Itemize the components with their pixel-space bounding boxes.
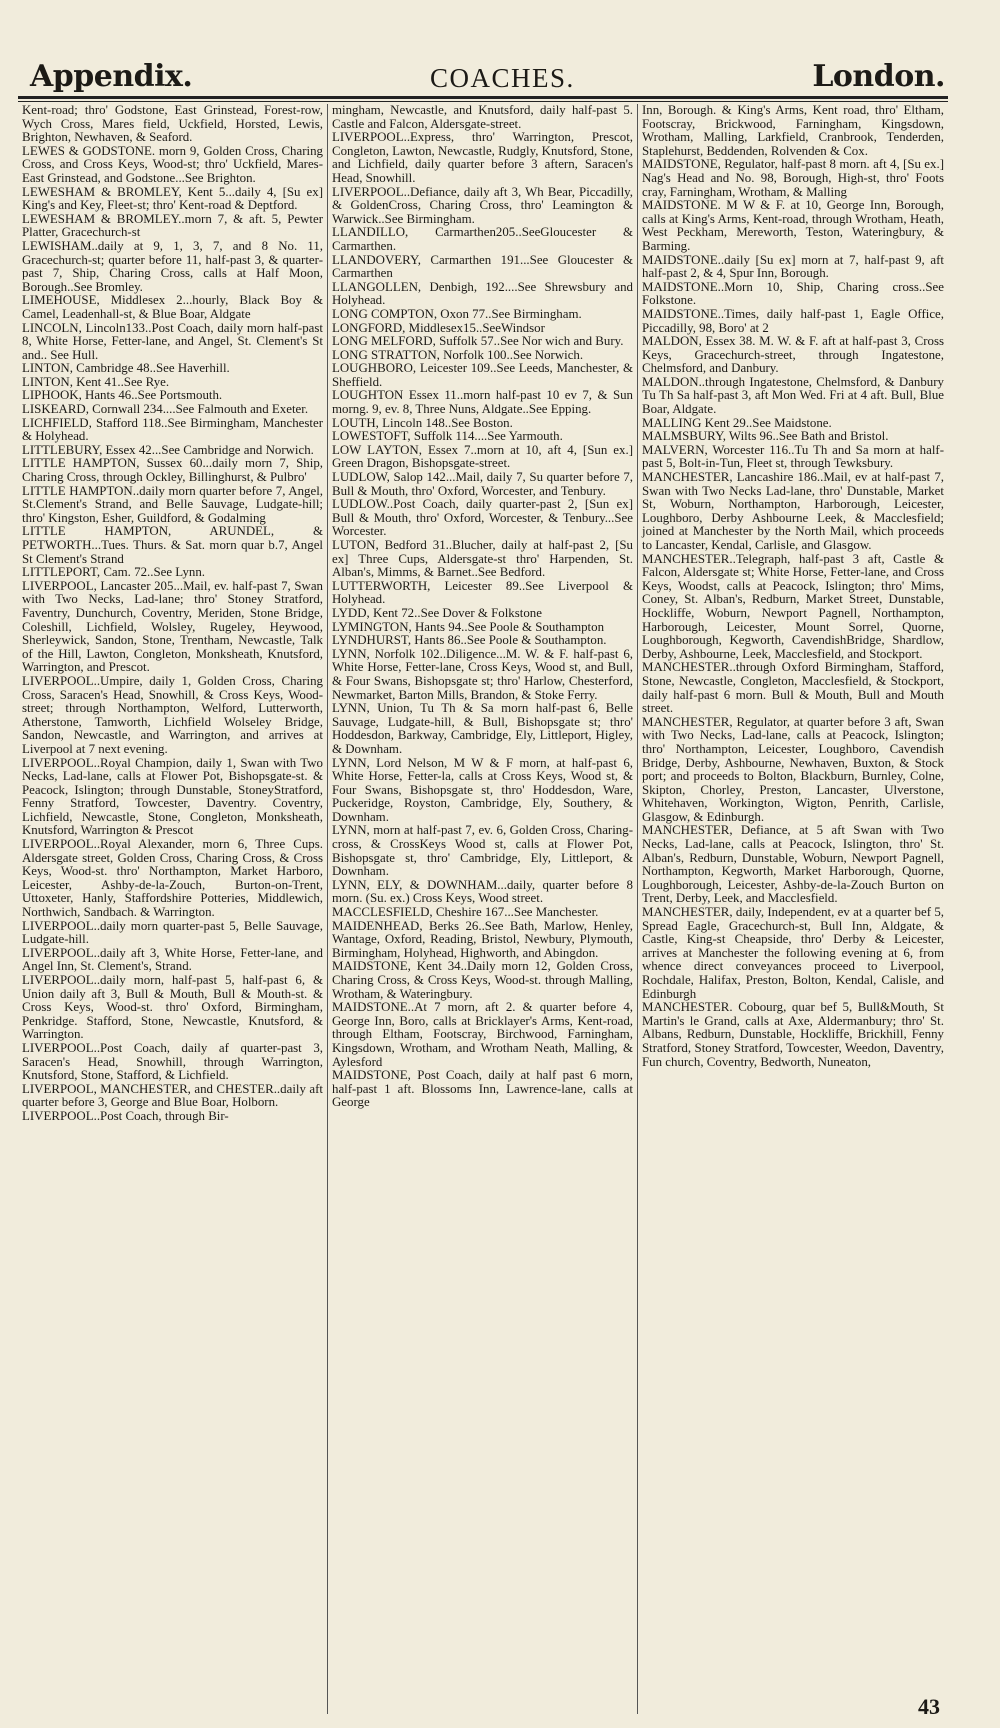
directory-entry: LONGFORD, Middlesex15..SeeWindsor bbox=[332, 320, 545, 335]
directory-entry: LLANGOLLEN, Denbigh, 192....See Shrewsbury and Holyhead. bbox=[332, 279, 633, 308]
directory-entry: LITTLE HAMPTON..daily morn quarter before 7, Angel, St.Clement's Strand, and Belle Sauvage, Ludgate-hill; thro' Kingston, Esher, Guildford, & Godalming bbox=[22, 483, 323, 525]
directory-entry: MAIDSTONE..daily [Su ex] morn at 7, half-past 9, aft half-past 2, & 4, Spur Inn, Borough. bbox=[642, 252, 944, 281]
directory-entry: MALDON..through Ingatestone, Chelmsford, & Danbury Tu Th Sa half-past 3, aft Mon Wed. Fri at 4 aft. Bull, Blue Boar, Aldgate. bbox=[642, 374, 944, 417]
directory-entry: MAIDENHEAD, Berks 26..See Bath, Marlow, Henley, Wantage, Oxford, Reading, Bristol, Newbury, Plymouth, Birmingham, Holyhead, Highworth, and Abingdon. bbox=[332, 918, 633, 960]
directory-entry: LOUTH, Lincoln 148..See Boston. bbox=[332, 415, 513, 430]
directory-entry: LONG STRATTON, Norfolk 100..See Norwich. bbox=[332, 347, 584, 362]
directory-entry: Kent-road; thro' Godstone, East Grinstead, Forest-row, Wych Cross, Mares field, Uckfield, Horsted, Lewis, Brighton, Newhaven, & Seaford. bbox=[22, 104, 323, 145]
column-2 bbox=[328, 104, 638, 1714]
header-title: COACHES. bbox=[429, 63, 575, 93]
directory-entry: MAIDSTONE..Morn 10, Ship, Charing cross..See Folkstone. bbox=[642, 279, 944, 308]
directory-entry: LYNN, Norfolk 102..Diligence...M. W. & F. half-past 6, White Horse, Fetter-lane, Cross Keys, Wood st, and Bull, & Four Swans, Bishopsgate st; thro' Harlow, Chesterford, Newmarket, Barton Mills, Brandon, & Stoke Ferry. bbox=[332, 646, 633, 702]
directory-entry: LOUGHBORO, Leicester 109..See Leeds, Manchester, & Sheffield. bbox=[332, 361, 633, 389]
directory-entry: MALDON, Essex 38. M. W. & F. aft at half-past 3, Cross Keys, Gracechurch-street, through Ingatestone, Chelmsford, and Danbury. bbox=[642, 334, 944, 376]
directory-entry: LITTLE HAMPTON, ARUNDEL, & PETWORTH...Tues. Thurs. & Sat. morn quar b.7, Angel St Clement's Strand bbox=[22, 524, 323, 566]
directory-entry: MAIDSTONE, Post Coach, daily at half past 6 morn, half-past 1 aft. Blossoms Inn, Lawrence-lane, calls at George bbox=[332, 1068, 633, 1110]
directory-entry: LIVERPOOL..Post Coach, through Bir- bbox=[22, 1108, 229, 1123]
directory-entry: MAIDSTONE..Times, daily half-past 1, Eagle Office, Piccadilly, 98, Boro' at 2 bbox=[642, 306, 944, 335]
directory-entry: LIVERPOOL..Post Coach, daily af quarter-past 3, Saracen's Head, Snowhill, through Warrington, Knutsford, Stone, Stafford, & Lichfield. bbox=[22, 1040, 323, 1083]
directory-entry: MANCHESTER, daily, Independent, ev at a quarter bef 5, Spread Eagle, Gracechurch-st, Bull Inn, Aldgate, & Castle, King-st Cheapside, thro' Derby & Leicester, arrives at Manchester the following evening at 6, from whence direct conveyances proceed to Liverpool, Rochdale, Halifax, Preston, Bolton, Kendal, Calisle, and Edinburgh bbox=[642, 905, 944, 1001]
directory-entry: MAIDSTONE, Regulator, half-past 8 morn. aft 4, [Su ex.] Nag's Head and No. 98, Borough, High-st, thro' Foots cray, Farningham, Wrotham, & Malling bbox=[642, 157, 944, 199]
directory-entry: LISKEARD, Cornwall 234....See Falmouth and Exeter. bbox=[22, 402, 309, 417]
directory-entry: LIVERPOOL..daily morn quarter-past 5, Belle Sauvage, Ludgate-hill. bbox=[22, 918, 323, 947]
directory-entry: MANCHESTER, Lancashire 186..Mail, ev at half-past 7, Swan with Two Necks Lad-lane, thro' Dunstable, Market St, Woburn, Northampton, Harborough, Leicester, Loughboro, Derby Ashbourne Leek, & Macclesfield; joined at Manchester by the North Mail, which proceeds to Lancaster, Kendal, Carlisle, and Glasgow. bbox=[642, 470, 944, 552]
column-3 bbox=[638, 104, 948, 1714]
directory-entry: LITTLE HAMPTON, Sussex 60...daily morn 7, Ship, Charing Cross, through Ockley, Billinghurst, & Pulbro' bbox=[22, 456, 323, 485]
directory-entry: MANCHESTER..Telegraph, half-past 3 aft, Castle & Falcon, Aldersgate st; White Horse, Fetter-lane, and Cross Keys, Woodst, calls at Peacock, Islington; thro' Mims, Coney, St. Alban's, Redburn, Market Street, Dunstable, Hockliffe, Woburn, Newport Pagnell, Northampton, Harborough, Leicester, Mount Sorrel, Quorne, Loughborough, Kegworth, CavendishBridge, Shardlow, Derby, Ashbourne, Leek, Macclesfield, and Stockport. bbox=[642, 551, 944, 661]
directory-entry: MALLING Kent 29..See Maidstone. bbox=[642, 415, 832, 430]
directory-entry: MALVERN, Worcester 116..Tu Th and Sa morn at half-past 5, Bolt-in-Tun, Fleet st, through Tewksbury. bbox=[642, 442, 944, 471]
directory-entry: LIPHOOK, Hants 46..See Portsmouth. bbox=[22, 388, 223, 403]
directory-entry: LITTLEPORT, Cam. 72..See Lynn. bbox=[22, 565, 206, 580]
directory-entry: LLANDOVERY, Carmarthen 191...See Gloucester & Carmarthen bbox=[332, 252, 633, 281]
header-rule-thin bbox=[18, 101, 948, 102]
directory-entry: MALMSBURY, Wilts 96..See Bath and Bristol. bbox=[642, 429, 889, 444]
directory-entry: LONG MELFORD, Suffolk 57..See Nor wich and Bury. bbox=[332, 334, 624, 349]
directory-entry: MANCHESTER..through Oxford Birmingham, Stafford, Stone, Newcastle, Congleton, Macclesfield, & Stockport, daily half-past 6 morn. Bull & Mouth, Bull and Mouth street. bbox=[642, 660, 944, 716]
directory-entry: LEWISHAM..daily at 9, 1, 3, 7, and 8 No. 11, Gracechurch-st; quarter before 11, half-past 3, & quarter-past 7, Ship, Charing Cross, calls at Half Moon, Borough..See Bromley. bbox=[22, 238, 323, 294]
directory-entry: LINCOLN, Lincoln133..Post Coach, daily morn half-past 8, White Horse, Fetter-lane, and Angel, St. Clement's St and.. See Hull. bbox=[22, 320, 323, 362]
directory-entry: LOUGHTON Essex 11..morn half-past 10 ev 7, & Sun morng. 9, ev. 8, Three Nuns, Aldgate..See Epping. bbox=[332, 388, 633, 417]
directory-entry: LIVERPOOL..Royal Alexander, morn 6, Three Cups. Aldersgate street, Golden Cross, Charing Cross, & Cross Keys, Wood-st. thro' Northampton, Market Harboro, Leicester, Ashby-de-la-Zouch, Burton-on-Trent, Uttoxeter, Hanly, Staffordshire Potteries, Middlewich, Northwich, Sandbach. & Warrington. bbox=[22, 837, 323, 920]
directory-entry: LIVERPOOL..daily aft 3, White Horse, Fetter-lane, and Angel Inn, St. Clement's, Strand. bbox=[22, 945, 323, 974]
directory-entry: MANCHESTER, Defiance, at 5 aft Swan with Two Necks, Lad-lane, calls at Peacock, Islington, thro' St. Alban's, Redburn, Dunstable, Woburn, Newport Pagnell, Northampton, Kegworth, Market Harborough, Quorne, Loughborough, Leicester, Ashby-de-la-Zouch Burton on Trent, Derby, Leek, and Macclesfield. bbox=[642, 823, 944, 906]
directory-entry: LIVERPOOL, MANCHESTER, and CHESTER..daily aft quarter before 3, George and Blue Boar, Holborn. bbox=[22, 1081, 323, 1110]
directory-entry: LYMINGTON, Hants 94..See Poole & Southampton bbox=[332, 619, 605, 634]
directory-entry: MAIDSTONE..At 7 morn, aft 2. & quarter before 4, George Inn, Boro, calls at Bricklayer's Arms, Kent-road, through Eltham, Footscray, Birchwood, Farningham, Kingsdown, Wrotham, and Wrotham Neath, Malling, & Aylesford bbox=[332, 1000, 633, 1069]
directory-entry: LIVERPOOL..Umpire, daily 1, Golden Cross, Charing Cross, Saracen's Head, Snowhill, & Cross Keys, Wood-street; through Northampton, Welford, Lutterworth, Atherstone, Tamworth, Lichfield Wolseley Bridge, Sandon, Newcastle, and Warrington, and arrives at Liverpool at 7 next evening. bbox=[22, 673, 323, 756]
directory-entry: LEWESHAM & BROMLEY, Kent 5...daily 4, [Su ex] King's and Key, Fleet-st; thro' Kent-road & Deptford. bbox=[22, 184, 323, 213]
directory-entry: LUDLOW, Salop 142...Mail, daily 7, Su quarter before 7, Bull & Mouth, thro' Oxford, Worcester, and Tenbury. bbox=[332, 470, 633, 498]
directory-entry: LIMEHOUSE, Middlesex 2...hourly, Black Boy & Camel, Leadenhall-st, & Blue Boar, Aldgate bbox=[22, 293, 323, 321]
directory-entry: LIVERPOOL..Express, thro' Warrington, Prescot, Congleton, Lawton, Newcastle, Rudgly, Knutsford, Stone, and Lichfield, daily quarter before 3 aftern, Saracen's Head, Snowhill. bbox=[332, 130, 633, 185]
directory-entry: LYDD, Kent 72..See Dover & Folkstone bbox=[332, 605, 542, 620]
directory-entry: LYNN, Union, Tu Th & Sa morn half-past 6, Belle Sauvage, Ludgate-hill, & Bull, Bishopsgate st; thro' Hoddesdon, Barkway, Cambridge, Ely, Littleport, Higley, & Downham. bbox=[332, 701, 633, 756]
header-rule bbox=[18, 96, 948, 99]
directory-entry: Inn, Borough. & King's Arms, Kent road, thro' Eltham, Footscray, Brickwood, Farningham, Kingsdown, Wrotham, Malling, Larkfield, Cranbrook, Tenderden, Staplehurst, Beddenden, Rolvenden & Cox. bbox=[642, 104, 944, 158]
column-1 bbox=[18, 104, 328, 1714]
directory-entry: MAIDSTONE, Kent 34..Daily morn 12, Golden Cross, Charing Cross, & Cross Keys, Wood-st. through Malling, Wrotham, & Wateringbury. bbox=[332, 959, 633, 1001]
directory-entry: LYNDHURST, Hants 86..See Poole & Southampton. bbox=[332, 633, 607, 648]
directory-entry: LYNN, Lord Nelson, M W & F morn, at half-past 6, White Horse, Fetter-la, calls at Cross Keys, Wood st, & Four Swans, Bishopsgate st, thro' Hoddesdon, Ware, Puckeridge, Royston, Cambridge, Ely, Southery, & Downham. bbox=[332, 755, 633, 824]
directory-entry: LYNN, ELY, & DOWNHAM...daily, quarter before 8 morn. (Su. ex.) Cross Keys, Wood street. bbox=[332, 877, 633, 906]
header-left: Appendix. bbox=[30, 59, 193, 94]
directory-entry: LUTTERWORTH, Leicester 89..See Liverpool & Holyhead. bbox=[332, 578, 633, 607]
directory-entry: LINTON, Cambridge 48..See Haverhill. bbox=[22, 361, 230, 376]
directory-entry: MACCLESFIELD, Cheshire 167...See Manchester. bbox=[332, 905, 599, 920]
directory-entry: mingham, Newcastle, and Knutsford, daily half-past 5. Castle and Falcon, Aldersgate-street. bbox=[332, 104, 633, 131]
directory-entry: LIVERPOOL, Lancaster 205...Mail, ev. half-past 7, Swan with Two Necks, Lad-lane; thro' Stoney Stratford, Faventry, Dunchurch, Coventry, Meriden, Stone Bridge, Coleshill, Lichfield, Wolsley, Rugeley, Heywood, Sherleywick, Sandon, Stone, Trentham, Newcastle, Talk of the Hill, Lawton, Congleton, Monksheath, Knutsford, Warrington, and Prescot. bbox=[22, 578, 323, 675]
directory-entry: LIVERPOOL..daily morn, half-past 5, half-past 6, & Union daily aft 3, Bull & Mouth, Bull & Mouth-st. & Cross Keys, Wood-st. thro' Oxford, Birmingham, Penkridge. Stafford, Stone, Newcastle, Knutsford, & Warrington. bbox=[22, 973, 323, 1042]
directory-entry: MANCHESTER, Regulator, at quarter before 3 aft, Swan with Two Necks, Lad-lane, calls at Peacock, Islington; thro' Northampton, Leicester, Loughboro, Cavendish Bridge, Derby, Ashbourne, Newhaven, Buxton, & Stock port; and proceeds to Bolton, Blackburn, Burnley, Colne, Skipton, Chorley, Preston, Lancaster, Ulverstone, Whitehaven, Workington, Wigton, Penrith, Carlisle, Glasgow, & Edinburgh. bbox=[642, 714, 944, 824]
columns bbox=[18, 104, 948, 1714]
directory-entry: LYNN, morn at half-past 7, ev. 6, Golden Cross, Charing-cross, & CrossKeys Wood st, calls at Flower Pot, Bishopsgate st, thro' Cambridge, Ely, Littleport, & Downham. bbox=[332, 823, 633, 879]
directory-entry: LEWES & GODSTONE. morn 9, Golden Cross, Charing Cross, and Cross Keys, Wood-st; thro' Uckfield, Mares-East Grinstead, and Godstone...See Brighton. bbox=[22, 143, 323, 185]
directory-entry: LIVERPOOL..Defiance, daily aft 3, Wh Bear, Piccadilly, & GoldenCross, Charing Cross, thro' Leamington & Warwick..See Birmingham. bbox=[332, 184, 633, 226]
directory-entry: LLANDILLO, Carmarthen205..SeeGloucester & Carmarthen. bbox=[332, 225, 633, 253]
directory-entry: LUTON, Bedford 31..Blucher, daily at half-past 2, [Su ex] Three Cups, Aldersgate-st thro' Harpenden, St. Alban's, Mimms, & Barnet..See Bedford. bbox=[332, 538, 633, 580]
directory-entry: MAIDSTONE. M W & F. at 10, George Inn, Borough, calls at King's Arms, Kent-road, through Wrotham, Heath, West Peckham, Mereworth, Teston, Wateringbury, & Barming. bbox=[642, 198, 944, 253]
header-right: London. bbox=[812, 59, 945, 94]
directory-entry: LUDLOW..Post Coach, daily quarter-past 2, [Sun ex] Bull & Mouth, thro' Oxford, Worcester, & Tenbury...See Worcester. bbox=[332, 497, 633, 539]
directory-entry: LOW LAYTON, Essex 7..morn at 10, aft 4, [Sun ex.] Green Dragon, Bishopsgate-street. bbox=[332, 442, 633, 471]
directory-entry: LICHFIELD, Stafford 118..See Birmingham, Manchester & Holyhead. bbox=[22, 415, 323, 444]
directory-entry: LEWESHAM & BROMLEY..morn 7, & aft. 5, Pewter Platter, Gracechurch-st bbox=[22, 211, 323, 240]
directory-entry: LINTON, Kent 41..See Rye. bbox=[22, 374, 170, 389]
directory-entry: LONG COMPTON, Oxon 77..See Birmingham. bbox=[332, 306, 582, 321]
directory-entry: LOWESTOFT, Suffolk 114....See Yarmouth. bbox=[332, 429, 563, 444]
page-number: 43 bbox=[918, 1694, 940, 1719]
directory-entry: LIVERPOOL..Royal Champion, daily 1, Swan with Two Necks, Lad-lane, calls at Flower Pot, Bishopsgate-st. & Peacock, Islington; through Dunstable, StoneyStratford, Fenny Stratford, Towcester, Daventry. Coventry, Lichfield, Newcastle, Stone, Congleton, Monksheath, Knutsford, Warrington & Prescot bbox=[22, 755, 323, 838]
running-header bbox=[30, 52, 945, 92]
directory-entry: MANCHESTER. Cobourg, quar bef 5, Bull&Mouth, St Martin's le Grand, calls at Axe, Aldermanbury; thro' St. Albans, Redburn, Dunstable, Hockliffe, Brickhill, Fenny Stratford, Stoney Stratford, Towcester, Weedon, Daventry, Fun church, Coventry, Bedworth, Nuneaton, bbox=[642, 1000, 944, 1069]
directory-entry: LITTLEBURY, Essex 42...See Cambridge and Norwich. bbox=[22, 442, 314, 457]
